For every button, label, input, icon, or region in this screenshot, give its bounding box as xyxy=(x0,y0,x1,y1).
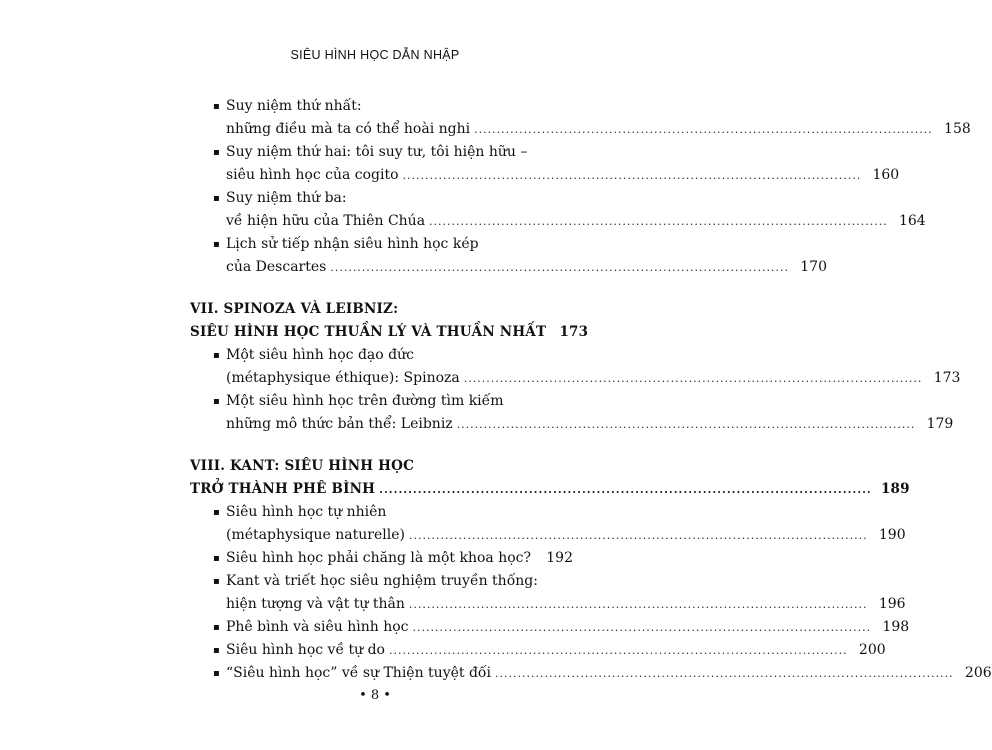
toc-entry xyxy=(190,501,555,524)
page-ref: 173 xyxy=(933,370,961,386)
leader-dots: ...................................................................................................... xyxy=(330,261,789,274)
chapter-heading-continuation xyxy=(190,321,589,344)
leader-dots: ...................................................................................................... xyxy=(389,644,848,657)
page-ref: 164 xyxy=(898,213,926,229)
toc-entry-continuation xyxy=(190,118,971,141)
leader-dots: ...................................................................................................... xyxy=(379,483,872,496)
page-ref: 189 xyxy=(880,481,910,497)
toc-entry xyxy=(190,95,555,118)
toc-entry-continuation xyxy=(190,367,961,390)
bullet: ▪ xyxy=(213,507,220,518)
toc-entry-title: Siêu hình học tự nhiên xyxy=(226,504,387,520)
toc-entry xyxy=(190,344,555,367)
bullet: ▪ xyxy=(213,239,220,250)
toc-entry-title: Một siêu hình học đạo đức xyxy=(226,347,414,363)
chapter-title: TRỞ THÀNH PHÊ BÌNH xyxy=(190,481,376,497)
page-ref: 196 xyxy=(878,596,906,612)
page-ref: 158 xyxy=(944,121,971,137)
chapter-title: SIÊU HÌNH HỌC THUẦN LÝ VÀ THUẦN NHẤT xyxy=(190,324,547,340)
table-of-contents xyxy=(190,95,992,685)
toc-entry-title: (métaphysique éthique): Spinoza xyxy=(226,370,460,386)
chapter-title: VIII. KANT: SIÊU HÌNH HỌC xyxy=(190,458,415,474)
toc-entry-title: Lịch sử tiếp nhận siêu hình học kép xyxy=(226,236,479,252)
toc-entry-continuation xyxy=(190,413,954,436)
toc-entry xyxy=(190,187,555,210)
leader-dots: ...................................................................................................... xyxy=(402,169,862,182)
toc-entry-title: Siêu hình học phải chăng là một khoa học? xyxy=(226,550,531,566)
page-ref: 206 xyxy=(964,665,992,681)
toc-entry-title: Suy niệm thứ hai: tôi suy tư, tôi hiện hữu – xyxy=(226,144,528,160)
leader-dots: ...................................................................................................... xyxy=(408,598,868,611)
page-ref: 192 xyxy=(546,550,573,566)
toc-entry xyxy=(190,547,573,570)
toc-entry-title: hiện tượng và vật tự thân xyxy=(226,596,405,612)
toc-entry-continuation xyxy=(190,524,906,547)
leader-dots: ...................................................................................................... xyxy=(412,621,872,634)
toc-entry-continuation xyxy=(190,164,900,187)
page-ref: 170 xyxy=(800,259,827,275)
toc-entry-title: của Descartes xyxy=(226,259,327,275)
toc-entry-title: Kant và triết học siêu nghiệm truyền thống: xyxy=(226,573,538,589)
toc-entry-title: những mô thức bản thể: Leibniz xyxy=(226,416,453,432)
bullet: ▪ xyxy=(213,622,220,633)
toc-entry-title: những điều mà ta có thể hoài nghi xyxy=(226,121,471,137)
toc-entry xyxy=(190,570,555,593)
bullet: ▪ xyxy=(213,396,220,407)
toc-entry xyxy=(190,662,992,685)
bullet: ▪ xyxy=(213,350,220,361)
bullet: ▪ xyxy=(213,645,220,656)
page-ref: 190 xyxy=(878,527,906,543)
toc-entry-title: siêu hình học của cogito xyxy=(226,167,399,183)
toc-entry-title: Phê bình và siêu hình học xyxy=(226,619,409,635)
page-ref: 160 xyxy=(872,167,900,183)
toc-entry xyxy=(190,233,555,256)
leader-dots: ...................................................................................................... xyxy=(463,372,923,385)
toc-entry-continuation xyxy=(190,256,827,279)
bullet: ▪ xyxy=(213,147,220,158)
bullet: ▪ xyxy=(213,668,220,679)
toc-entry xyxy=(190,390,555,413)
toc-entry-title: Siêu hình học về tự do xyxy=(226,642,385,658)
page-ref: 198 xyxy=(882,619,910,635)
leader-dots: ...................................................................................................... xyxy=(456,418,916,431)
bullet: ▪ xyxy=(213,101,220,112)
toc-entry-title: (métaphysique naturelle) xyxy=(226,527,405,543)
toc-entry-title: Một siêu hình học trên đường tìm kiếm xyxy=(226,393,504,409)
chapter-title: VII. SPINOZA VÀ LEIBNIZ: xyxy=(190,301,399,317)
chapter-heading-continuation xyxy=(190,478,910,501)
toc-entry xyxy=(190,141,555,164)
bullet: ▪ xyxy=(213,553,220,564)
bullet: ▪ xyxy=(213,576,220,587)
toc-entry-continuation xyxy=(190,210,926,233)
leader-dots: ...................................................................................................... xyxy=(474,123,933,136)
leader-dots: ...................................................................................................... xyxy=(429,215,888,228)
toc-entry-continuation xyxy=(190,593,906,616)
page-number: • 8 • xyxy=(359,688,391,703)
toc-entry-title: Suy niệm thứ nhất: xyxy=(226,98,362,114)
toc-entry-title: “Siêu hình học” về sự Thiện tuyệt đối xyxy=(226,665,491,681)
bullet: ▪ xyxy=(213,193,220,204)
chapter-heading xyxy=(190,298,555,321)
leader-dots: ...................................................................................................... xyxy=(408,529,868,542)
running-head: SIÊU HÌNH HỌC DẪN NHẬP xyxy=(290,48,460,62)
toc-entry xyxy=(190,616,910,639)
chapter-heading xyxy=(190,455,555,478)
page-ref: 200 xyxy=(858,642,886,658)
page-ref: 179 xyxy=(926,416,954,432)
toc-entry-title: về hiện hữu của Thiên Chúa xyxy=(226,213,426,229)
leader-dots: ...................................................................................................... xyxy=(494,667,954,680)
page-ref: 173 xyxy=(559,324,589,340)
toc-entry-title: Suy niệm thứ ba: xyxy=(226,190,347,206)
toc-entry xyxy=(190,639,886,662)
